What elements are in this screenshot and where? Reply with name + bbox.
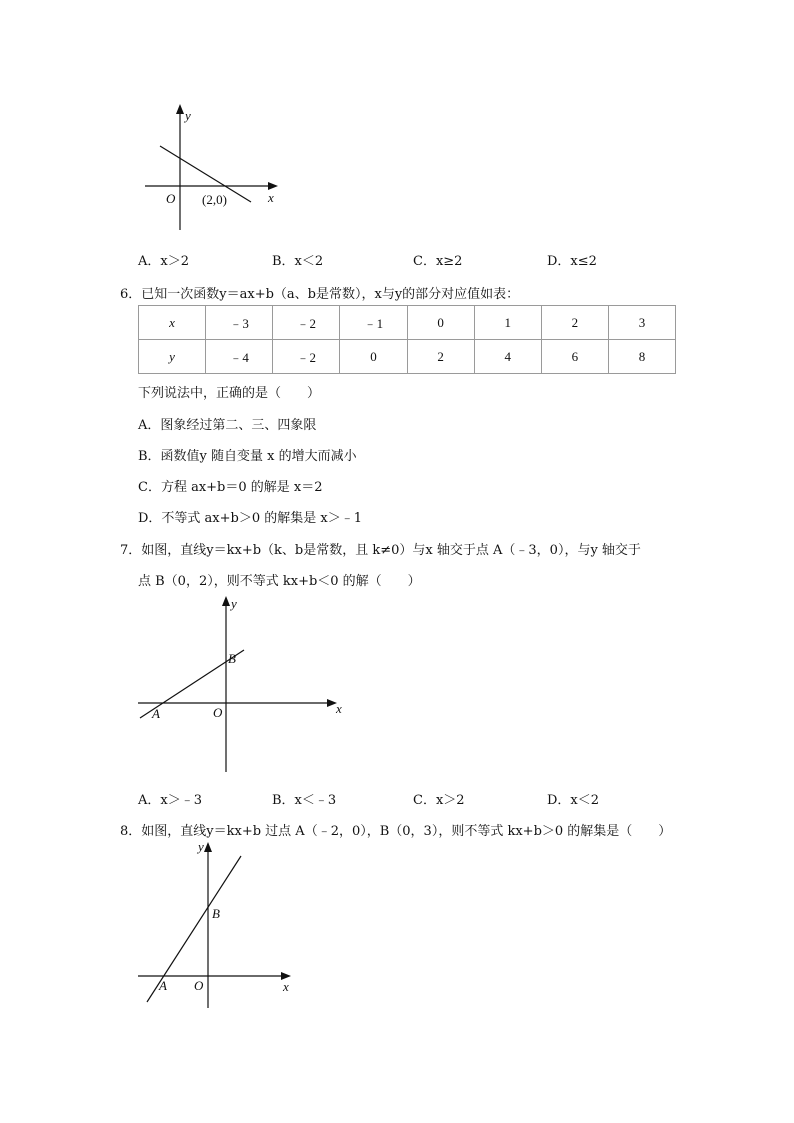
table-cell: 0 xyxy=(407,306,474,340)
y-axis-arrow xyxy=(176,104,184,114)
y-axis-arrow xyxy=(204,842,212,852)
q5-option-b[interactable]: B．x＜2 xyxy=(272,254,324,269)
y-axis-label: y xyxy=(185,108,191,123)
origin-label: O xyxy=(213,705,223,720)
table-cell: 6 xyxy=(541,340,608,374)
table-cell: 0 xyxy=(340,340,407,374)
x-axis-label: x xyxy=(336,701,342,716)
q6-value-table xyxy=(138,305,676,374)
table-cell: y xyxy=(139,340,206,374)
x-axis-label: x xyxy=(283,979,289,994)
q7-option-a[interactable]: A．x＞﹣3 xyxy=(138,793,202,808)
q6-option-b[interactable]: B．函数值y 随自变量 x 的增大而减小 xyxy=(138,449,357,464)
q7-figure xyxy=(130,590,360,775)
q6-option-c[interactable]: C．方程 ax+b＝0 的解是 x＝2 xyxy=(138,480,323,495)
point-b-label: B xyxy=(212,906,220,921)
origin-label: O xyxy=(194,978,204,993)
x-axis-arrow xyxy=(268,182,278,190)
table-cell: 1 xyxy=(474,306,541,340)
intercept-label: (2,0) xyxy=(202,192,227,207)
table-cell: 2 xyxy=(541,306,608,340)
table-cell: x xyxy=(139,306,206,340)
origin-label: O xyxy=(166,191,176,206)
y-axis-arrow xyxy=(222,596,230,606)
q6-stem: 6．已知一次函数y＝ax+b（a、b是常数），x与y的部分对应值如表： xyxy=(120,287,520,302)
table-cell: ﹣2 xyxy=(273,340,340,374)
x-axis-label: x xyxy=(268,190,274,205)
q5-option-d[interactable]: D．x≤2 xyxy=(547,254,597,269)
q7-option-d[interactable]: D．x＜2 xyxy=(547,793,600,808)
q8-figure xyxy=(130,836,310,1011)
point-b-label: B xyxy=(228,651,236,666)
point-a-label: A xyxy=(152,706,160,721)
q5-option-a[interactable]: A．x＞2 xyxy=(138,254,189,269)
table-cell: ﹣2 xyxy=(273,306,340,340)
q7-option-b[interactable]: B．x＜﹣3 xyxy=(272,793,337,808)
q6-option-a[interactable]: A．图象经过第二、三、四象限 xyxy=(138,418,317,433)
y-axis-label: y xyxy=(198,839,204,854)
table-cell: 4 xyxy=(474,340,541,374)
q7-stem-line1: 7．如图，直线y＝kx+b（k、b是常数，且 k≠0）与x 轴交于点 A（﹣3，0），与y 轴交于 xyxy=(120,543,641,558)
table-cell: ﹣3 xyxy=(206,306,273,340)
table-row xyxy=(139,306,676,340)
q6-option-d[interactable]: D．不等式 ax+b＞0 的解集是 x＞﹣1 xyxy=(138,511,362,526)
q8-stem: 8．如图，直线y＝kx+b 过点 A（﹣2，0），B（0，3），则不等式 kx+b＞0 的解集是（ ） xyxy=(120,824,672,839)
table-cell: 2 xyxy=(407,340,474,374)
y-axis-label: y xyxy=(231,596,237,611)
q6-prompt: 下列说法中，正确的是（ ） xyxy=(138,386,321,401)
q5-option-c[interactable]: C．x≥2 xyxy=(413,254,463,269)
table-cell: ﹣1 xyxy=(340,306,407,340)
q7-option-c[interactable]: C．x＞2 xyxy=(413,793,465,808)
q7-stem-line2: 点 B（0，2），则不等式 kx+b＜0 的解（ ） xyxy=(138,574,421,589)
table-row xyxy=(139,340,676,374)
q5-figure xyxy=(140,100,290,235)
table-cell: 8 xyxy=(608,340,675,374)
table-cell: ﹣4 xyxy=(206,340,273,374)
point-a-label: A xyxy=(159,978,167,993)
table-cell: 3 xyxy=(608,306,675,340)
